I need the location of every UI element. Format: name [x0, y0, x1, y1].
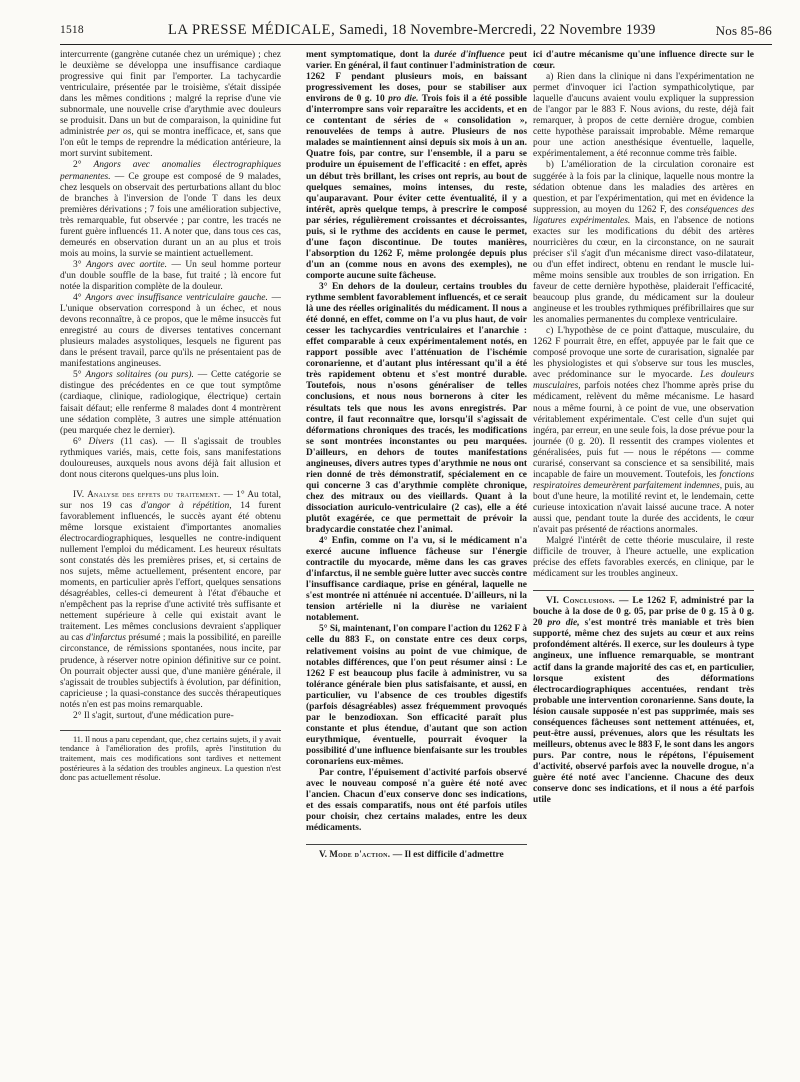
paragraph: ici d'autre mécanisme qu'une influence directe sur le cœur. [533, 50, 754, 72]
footnote: 11. Il nous a paru cependant, que, chez certains sujets, il y avait tendance à l'amélioration des profils, après l'institution du traitement, mais ces modifications sont tardives et nettement postérieures à la sédation des troubles angineux. La question n'est donc pas actuellement résolue. [60, 734, 281, 783]
paragraph: 2° Il s'agit, surtout, d'une médication pure- [73, 710, 234, 721]
paragraph: 4° Enfin, comme on l'a vu, si le médicament n'a exercé aucune influence fâcheuse sur l'énergie contractile du myocarde, même dans les cas graves d'infarctus, il ne semble guère lutter avec succès contre l'insuffisance cardiaque, prise en général, laquelle ne s'est montrée ni atténuée ni accentuée. D'ailleurs, ni la tension artérielle ni la diurèse ne variaient notablement. [306, 536, 527, 624]
paragraph: 3° Angors avec aortite. — Un seul homme porteur d'un double souffle de la base, fut traité ; là encore fut notée la disparition complète de la douleur. [60, 259, 281, 292]
page-number: 1518 [60, 24, 84, 36]
journal-title [168, 22, 656, 39]
paragraph: 3° En dehors de la douleur, certains troubles du rythme semblent favorablement influencés, et ce serait là une des réelles originalités du médicament. Il nous a été donné, en effet, comme on l'a vu plus haut, de voir cesser les tachycardies ventriculaires et l'anarchie : effet comparable à ceux expérimentalement notés, en rapport possible avec l'atténuation de l'ischémie coronarienne, et d'autant plus intéressant qu'il a été très rapidement obtenu et s'est montré durable. Toutefois, nous n'osons généraliser de telles conclusions, et nous nous bornerons à citer les résultats tels que nous les avons enregistrés. Par contre, il faut reconnaître que, lorsqu'il s'agissait de déformations chroniques des tracés, les modifications se sont montrées inconstantes ou peu marquées. D'ailleurs, en dehors de toutes manifestations angineuses, divers autres types d'arythmie ne nous ont rien donné de très démonstratif, spécialement en ce qui concerne 3 cas d'arythmie complète chronique, chez des mitraux ou des vieillards. Quant à la dissociation auriculo-ventriculaire (2 cas), elle a été plutôt exagérée, ce que permettait de prévoir la bradycardie constatée chez l'animal. [306, 281, 527, 536]
section-rule [306, 844, 527, 845]
column-3 [533, 50, 754, 1065]
paragraph: b) L'amélioration de la circulation coronaire est suggérée à la fois par la clinique, laquelle nous montre la sédation obtenue dans les maladies des artères en question, et par l'expérimentation, qui met en évidence la suppression, au moyen du 1262 F, des conséquences des ligatures expérimentales. Mais, en l'absence de notions exactes sur les modifications du débit des artères nourricières du cœur, en la circonstance, on ne saurait préciser s'il s'agit d'un mécanisme direct vaso-dilatateur, ou d'un effet indirect, obtenu en rendant le muscle lui-même moins sensible aux troubles de son irrigation. En faveur de cette dernière hypothèse, plaiderait l'efficacité, beaucoup plus grande, du médicament sur la douleur angineuse et les troubles rythmiques préfibrillaires que sur les anomalies permanentes du complexe ventriculaire. [533, 160, 754, 326]
paragraph: 2° Angors avec anomalies électrographiques permanentes. — Ce groupe est composé de 9 malades, chez lesquels on observait des perturbations allant du bloc de branches à l'inversion de l'onde T dans les deux premières dérivations ; 7 fois une amélioration subjective, très remarquable, fut observée ; par contre, les tracés ne furent guère influencés 11. A noter que, dans tous ces cas, demeurés en observation durant un an au plus et trois mois au moins, la survie se maintient actuellement. [60, 160, 281, 259]
section-heading-iv: IV. Analyse des effets du traitement. — 1° Au total, sur nos 19 cas d'angor à répétition, 14 furent favorablement influencés, le succès ayant été obtenu même lorsque existaient d'importantes anomalies électrocardiographiques, lesquelles ne contre-indiquent nullement l'emploi du médicament. Les heureux résultats sont constatés dès les premières prises, et, si certains de nos sujets, même actuellement, présentent encore, par moments, en particulier après l'effort, quelques sensations désagréables, celles-ci demeurent à l'état d'ébauche et n'empêchent pas la reprise d'une activité très suffisante et nettement supérieure à celle qui existait avant le traitement. Les mêmes conclusions devraient s'appliquer au cas d'infarctus présumé ; mais la possibilité, en pareille circonstance, de rémissions spontanées, nous incite, par prudence, à réserver notre opinion définitive sur ce point. On pourrait objecter aussi que, d'une manière générale, il s'agissait de troubles subjectifs à évolution, par définition, capricieuse ; la quasi-constance des succès thérapeutiques notés n'en est pas moins remarquable. [60, 488, 281, 710]
section-heading-v: V. Mode d'action. — Il est difficile d'admettre [319, 849, 504, 861]
paragraph: Malgré l'intérêt de cette théorie musculaire, il reste difficile de trouver, à l'heure actuelle, une explication précise des effets favorables exercés, en clinique, par le médicament sur les troubles angineux. [533, 536, 754, 580]
journal-name: LA PRESSE MÉDICALE, [168, 22, 336, 38]
column-1 [60, 50, 281, 1065]
issue-date: Samedi, 18 Novembre-Mercredi, 22 Novembre 1939 [339, 22, 656, 38]
paragraph: ment symptomatique, dont la durée d'influence peut varier. En général, il faut continuer l'administration de 1262 F pendant plusieurs mois, en baissant progressivement les doses, pour se stabiliser aux environs de 0 g. 10 pro die. Trois fois il a été possible d'interrompre sans voir reparaître les accidents, et en ce contentant de séries de « consolidation », renouvelées de temps à autre. Plusieurs de nos malades se maintiennent ainsi depuis six mois à un an. Quatre fois, par contre, sur l'ensemble, il a paru se produire un épuisement de l'efficacité : en effet, après un début très brillant, les crises ont repris, au bout de quelques semaines, moins intenses, du reste, qu'auparavant. Pour éviter cette éventualité, il y a intérêt, après quelque temps, à prescrire le composé par séries, régulièrement croissantes et décroissantes, puis, si le rythme des accidents en cause le permet, d'une façon discontinue. De toutes manières, l'absorption du 1262 F, même prolongée depuis plus d'un an (comme nous en avons des exemples), ne comporte aucune suite fâcheuse. [306, 50, 527, 281]
paragraph: 5° Angors solitaires (ou purs). — Cette catégorie se distingue des précédentes en ce que tout symptôme (cardiaque, clinique, radiologique, électrique) certain faisait défaut; elle renferme 8 malades dont 4 montrèrent une sédation complète, 3 autres une simple atténuation (peu marquée chez le dernier). [60, 370, 281, 436]
column-2 [306, 50, 527, 1065]
paragraph: intercurrente (gangrène cutanée chez un urémique) ; chez le deuxième se développa une insuffisance cardiaque progressive qui finit par l'emporter. La tachycardie ventriculaire, présentée par le troisième, s'était dissipée dans les mêmes conditions ; malgré la reprise d'une vie subnormale, une nouvelle crise d'arythmie avec douleurs se produisit. Dans un but de comparaison, la quinidine fut administrée per os, qui se montra inefficace, et, sans que l'on eût le temps de reprendre la médication antérieure, la mort survint subitement. [60, 50, 281, 160]
footnote-rule [60, 730, 281, 731]
section-heading-vi: VI. Conclusions. — Le 1262 F, administré par la bouche à la dose de 0 g. 05, par prise de 0 g. 15 à 0 g. 20 pro die, s'est montré très maniable et très bien supporté, même chez des sujets au cœur et aux reins profondément altérés. Il exerce, sur les douleurs à type angineux, une influence remarquable, se montrant actif dans la grande majorité des cas et, en particulier, lorsque existent des déformations électrocardiographiques accentuées, rendant très probable une intervention coronarienne. Sans doute, la lésion causale supposée n'est pas supprimée, mais ses conséquences fâcheuses sont nettement atténuées, et, peut-être aussi, prévenues, alors que les résultats les meilleurs, obtenus avec le 883 F, le sont dans les angors purs. Par contre, nous le répétons, l'épuisement d'activité, observé parfois avec la nouvelle drogue, n'a guère été noté avec l'ancienne. Chacune des deux conserve donc ses indications, et il nous a été parfois utile [533, 595, 754, 806]
paragraph: 4° Angors avec insuffisance ventriculaire gauche. — L'unique observation correspond à un échec, et nous devons reconnaître, à ce propos, que le même insuccès fut enregistré au cours de diverses tentatives concernant plusieurs malades asystoliques, lesquels ne figurent pas dans le présent travail, parce qu'ils ne présentaient pas de manifestations angineuses. [60, 293, 281, 370]
header-rule [60, 44, 772, 45]
paragraph: c) L'hypothèse de ce point d'attaque, musculaire, du 1262 F pourrait être, en effet, appuyée par le fait que ce composé provoque une sorte de curarisation, signalée par les physiologistes et qui s'observe sur tous les muscles, avec prédominance sur le myocarde. Les douleurs musculaires, parfois notées chez l'homme après prise du médicament, relèvent du même mécanisme. Le hasard nous a même fourni, à ce point de vue, une observation véritablement expérimentale. C'est celle d'un sujet qui ingéra, par erreur, en une seule fois, la dose prévue pour la journée (0 g. 20). Il ressentit des crampes violentes et généralisées, puis fut — nous le répétons — comme curarisé, conservant sa conscience et sa sensibilité, mais incapable de faire un mouvement. Toutefois, les fonctions respiratoires demeurèrent parfaitement indemnes, puis, au bout d'une heure, la motilité revint et, le lendemain, cette curieuse intoxication n'avait laissé aucune trace. A noter aussi que, pendant toute la durée des accidents, le cœur n'avait pas présenté de réactions anormales. [533, 326, 754, 536]
paragraph: 5° Si, maintenant, l'on compare l'action du 1262 F à celle du 883 F., on constate entre ces deux corps, relativement voisins au point de vue chimique, de notables différences, que l'on peut résumer ainsi : Le 1262 F est beaucoup plus facile à administrer, vu sa tolérance générale bien plus satisfaisante, et aussi, en particulier, vu l'absence de ces troubles digestifs (parfois désagréables) assez fréquemment provoqués par le benzodioxan. Son efficacité paraît plus constante et plus étendue, d'autant que son action eurythmique, éventuelle, pourrait évoquer la possibilité d'une influence bienfaisante sur les troubles coronariens eux-mêmes. [306, 624, 527, 767]
paragraph: Par contre, l'épuisement d'activité parfois observé avec le nouveau composé n'a guère été noté avec l'ancien. Chacun d'eux conserve donc ses indications, et des essais comparatifs, nous ont été parfois utiles pour choisir, chez certains malades, entre les deux médicaments. [306, 768, 527, 834]
paragraph: 6° Divers (11 cas). — Il s'agissait de troubles rythmiques variés, mais, cette fois, sans manifestations douloureuses, auxquels nous avons déjà fait allusion et dont nous citerons quelques-uns plus loin. [60, 436, 281, 480]
paragraph: a) Rien dans la clinique ni dans l'expérimentation ne permet d'invoquer ici l'action sympathicolytique, par laquelle d'aucuns avaient voulu expliquer la suppression de l'angor par le 883 F. Nous avions, du reste, déjà fait remarquer, à propos de cette dernière drogue, combien cette hypothèse paraissait improbable. Même remarque pour une action anesthésique éventuelle, laquelle, expérimentalement, a été reconnue comme très faible. [533, 72, 754, 160]
section-rule [533, 590, 754, 591]
page-header [60, 22, 772, 42]
issue-number: Nos 85-86 [715, 23, 772, 38]
